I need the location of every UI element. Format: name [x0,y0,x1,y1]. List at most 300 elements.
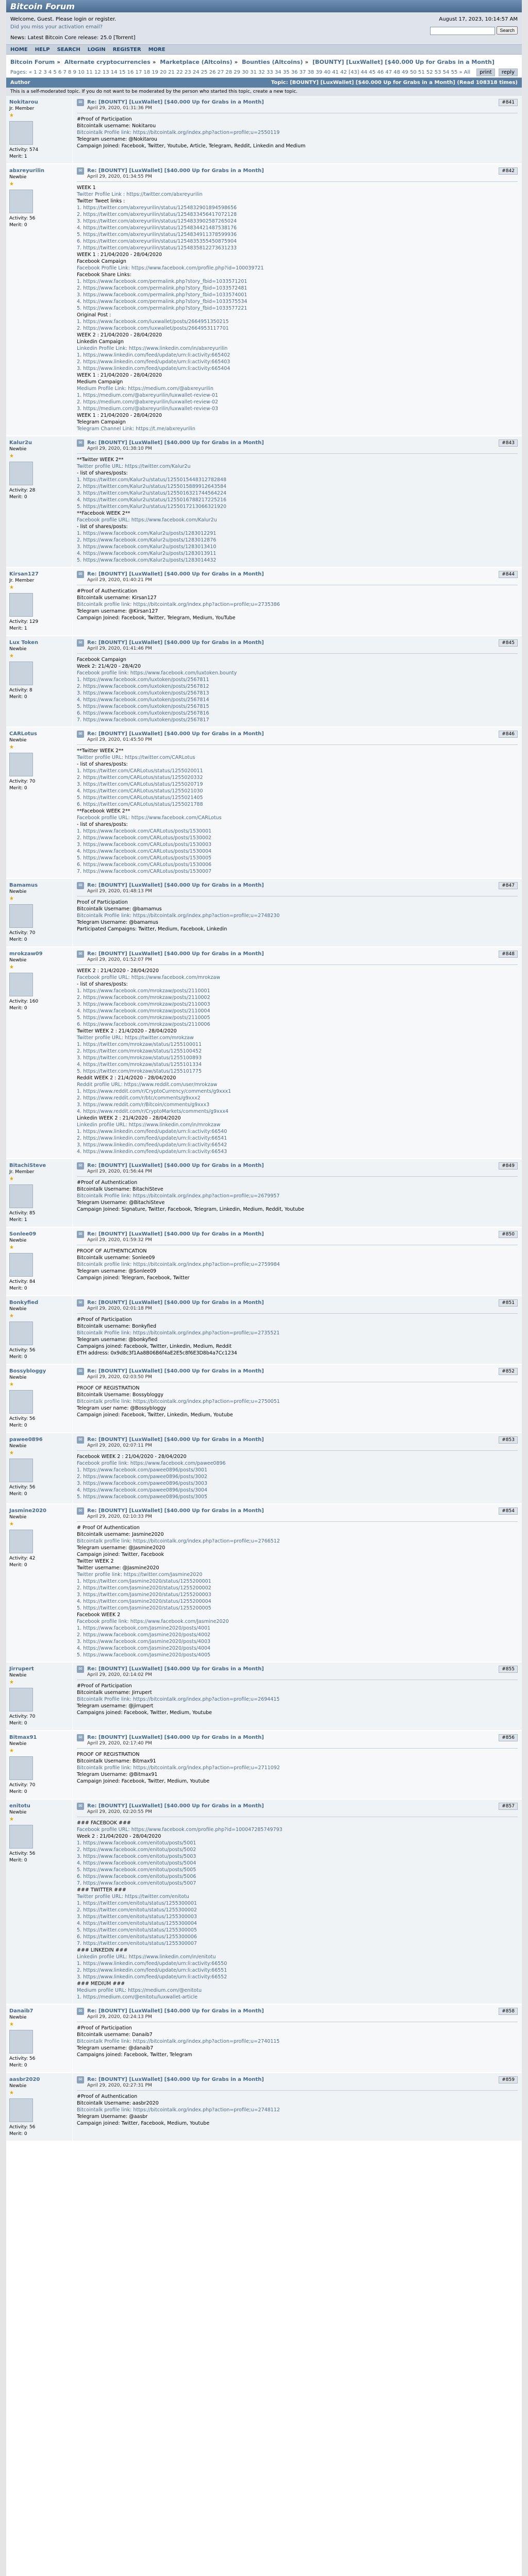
activation-link[interactable]: Did you miss your activation email? [10,24,103,30]
forum-title[interactable]: Bitcoin Forum [10,1,75,11]
post-title[interactable]: Re: [BOUNTY] [LuxWallet] [$40.000 Up for Grabs in a Month] [87,1231,264,1237]
post-link[interactable]: Facebook profile link: https://www.facebook.com/luxtoken.bounty [77,670,237,676]
post-body [73,727,522,878]
post-link[interactable]: Twitter profile URL: https://twitter.com/mrokzaw [77,1035,194,1041]
post-text: Facebook Share Links: [77,272,131,278]
post-link[interactable]: Facebook profile URL: https://www.facebook.com/profile.php?id=100047285749793 [77,1827,283,1833]
post-link[interactable]: 3. https://www.reddit.com/r/Bitcoin/comments/g9xxx3 [77,1102,210,1108]
post-link[interactable]: 2. https://twitter.com/Jasmine2020/status/1255200002 [77,1585,211,1591]
poster-name[interactable]: Bitmax91 [9,1735,37,1740]
post-link[interactable]: 5. https://www.facebook.com/Jasmine2020/posts/4005 [77,1652,211,1658]
poster-name[interactable]: CARLotus [9,731,37,737]
topic-header [6,78,522,88]
poster-rank: Newbie [9,1673,27,1678]
post-title[interactable]: Re: [BOUNTY] [LuxWallet] [$40.000 Up for Grabs in a Month] [87,1666,264,1672]
poster-stars: ★ [9,896,14,902]
post-link[interactable]: Bitcointalk Profile link: https://bitcointalk.org/index.php?action=profile;u=2679957 [77,1193,280,1199]
poster-name[interactable]: BitachiSteve [9,1163,46,1168]
post-link[interactable]: 1. https://twitter.com/mrokzaw/status/1255100011 [77,1042,202,1047]
post-title[interactable]: Re: [BOUNTY] [LuxWallet] [$40.000 Up for Grabs in a Month] [87,883,264,888]
post-link[interactable]: 1. https://www.linkedin.com/feed/update/urn:li:activity:66550 [77,1961,227,1967]
poster-activity: Activity: 85 [9,1211,36,1216]
post-link[interactable]: 3. https://medium.com/@abxreyurilin/luxwallet-review-03 [77,406,218,412]
post-link[interactable]: 2. https://www.linkedin.com/feed/update/urn:li:activity:66541 [77,1136,227,1141]
poster-rank: Jr. Member [9,578,35,583]
post-link[interactable]: 3. https://www.facebook.com/mrokzaw/posts/2110003 [77,1002,210,1007]
post-link[interactable]: 2. https://www.facebook.com/luxtoken/posts/2567812 [77,684,209,689]
post-link[interactable]: 2. https://www.facebook.com/Jasmine2020/posts/4002 [77,1632,211,1638]
post-header [77,1803,518,1817]
avatar [9,1688,33,1711]
post-link[interactable]: 2. https://www.facebook.com/pawee0896/posts/3002 [77,1474,208,1480]
post-link[interactable]: 5. https://twitter.com/Jasmine2020/status/1255200005 [77,1605,211,1611]
post-number[interactable]: #841 [499,99,518,106]
post-link[interactable]: 3. https://www.facebook.com/enitotu/posts/5003 [77,1854,196,1859]
post-body [73,96,522,163]
post-link[interactable]: 4. https://twitter.com/CARLotus/status/1255021030 [77,788,203,794]
post-number[interactable]: #853 [499,1436,518,1444]
crumb-topic[interactable]: [BOUNTY] [LuxWallet] [$40.000 Up for Grabs in a Month] [312,59,494,65]
poster-name[interactable]: enitotu [9,1803,30,1809]
poster-name[interactable]: aasbr2020 [9,2077,40,2082]
poster-name[interactable]: Danaib7 [9,2008,34,2014]
post-link[interactable]: Bitcointalk profile link: https://bitcointalk.org/index.php?action=profile;u=2759984 [77,1262,280,1267]
post-link[interactable]: 6. https://twitter.com/enitotu/status/1255300006 [77,1934,197,1940]
post-link[interactable]: 6. https://www.facebook.com/luxtoken/posts/2567816 [77,710,209,716]
post-link[interactable]: 3. https://www.facebook.com/Kalur2u/posts/1283013410 [77,544,217,550]
post-content [77,1179,518,1213]
post-link[interactable]: Bitcointalk Profile link: https://bitcointalk.org/index.php?action=profile;u=2740115 [77,2039,280,2044]
post-link[interactable]: 1. https://www.facebook.com/pawee0896/posts/3001 [77,1467,208,1473]
poster-activity: Activity: 84 [9,1279,36,1284]
avatar [9,1459,33,1482]
post-title[interactable]: Re: [BOUNTY] [LuxWallet] [$40.000 Up for Grabs in a Month] [87,951,264,957]
post-link[interactable]: Twitter Profile Link : https://twitter.com/abxreyurilin [77,192,203,197]
post-link[interactable]: 7. https://twitter.com/abxreyurilin/status/1254835812273631233 [77,245,237,251]
post-number[interactable]: #859 [499,2076,518,2083]
post-number[interactable]: #843 [499,439,518,447]
menu-home[interactable]: HOME [10,46,28,53]
poster-info [6,1663,73,1730]
post-header [77,1666,518,1680]
post-link[interactable]: 3. https://www.facebook.com/permalink.php?story_fbid=1033574001 [77,292,248,298]
poster-rank: Newbie [9,1238,27,1243]
post-date: April 29, 2020, 01:34:55 PM [87,174,152,179]
post-number[interactable]: #851 [499,1299,518,1307]
poster-activity: Activity: 42 [9,1556,36,1561]
post-text: Bitcointalk Username: Bitmax91 [77,1758,156,1764]
post-text: Campaigns joined: Facebook, Twitter, Medium, Youtube [77,1710,212,1716]
post-link[interactable]: Facebook profile URL: https://www.facebook.com/Kalur2u [77,517,217,523]
post-link[interactable]: 2. https://www.reddit.com/r/btc/comments/g9xxx2 [77,1095,201,1101]
main-menu [6,45,522,55]
print-button[interactable]: print [476,69,495,76]
poster-name[interactable]: Sonlee09 [9,1231,37,1237]
post-link[interactable]: 2. https://www.facebook.com/luxwallet/posts/2664953117701 [77,326,229,331]
post-link[interactable]: 2. https://www.facebook.com/Kalur2u/posts/1283012876 [77,537,217,543]
post-link[interactable]: 5. https://www.facebook.com/pawee0896/posts/3005 [77,1494,208,1500]
post-icon: ✉ [77,1803,84,1810]
crumb-bounties[interactable]: Bounties (Altcoins) [242,59,303,65]
post-link[interactable]: 7. https://www.facebook.com/CARLotus/posts/1530007 [77,869,212,874]
post-link[interactable]: 6. https://www.facebook.com/enitotu/posts/5006 [77,1874,196,1879]
post-body [73,2005,522,2072]
post-number[interactable]: #845 [499,639,518,647]
post-title[interactable]: Re: [BOUNTY] [LuxWallet] [$40.000 Up for Grabs in a Month] [87,571,264,577]
post-link[interactable]: Linkedin profile URL: https://www.linkedin.com/in/enitotu [77,1954,216,1960]
post-text: - list of shares/posts: [77,981,128,987]
post-link[interactable]: 7. https://www.facebook.com/luxtoken/posts/2567817 [77,717,209,723]
post-title[interactable]: Re: [BOUNTY] [LuxWallet] [$40.000 Up for Grabs in a Month] [87,1803,264,1809]
post-content [77,899,518,933]
post-number[interactable]: #854 [499,1507,518,1515]
post-link[interactable]: 4. https://twitter.com/enitotu/status/1255300004 [77,1921,197,1926]
post-link[interactable]: 4. https://www.facebook.com/Jasmine2020/posts/4004 [77,1646,211,1651]
post-link[interactable]: 4. https://www.facebook.com/CARLotus/posts/1530004 [77,849,212,854]
post-link[interactable]: Bitcointalk profile link: https://bitcointalk.org/index.php?action=profile;u=2748112 [77,2107,280,2113]
poster-name[interactable]: Jirrupert [9,1666,34,1672]
post-text: Campaigns joined: Facebook, Twitter, Telegram [77,2052,192,2058]
post-body [73,1228,522,1295]
avatar [9,190,33,213]
poster-name[interactable]: Bossybloggy [9,1368,46,1374]
post-link[interactable]: 2. https://www.linkedin.com/feed/update/urn:li:activity:665403 [77,359,230,365]
post-text: Campaign joined: Twitter, Facebook [77,1552,164,1557]
post-title[interactable]: Re: [BOUNTY] [LuxWallet] [$40.000 Up for Grabs in a Month] [87,2008,264,2014]
post-link[interactable]: 1. https://twitter.com/enitotu/status/1255300001 [77,1901,197,1906]
post-date: April 29, 2020, 02:20:55 PM [87,1809,152,1815]
post-number[interactable]: #858 [499,2008,518,2015]
post-link[interactable]: 3. https://www.facebook.com/Jasmine2020/posts/4003 [77,1639,211,1645]
pagination-top [6,67,522,78]
post-header [77,571,518,585]
post-link[interactable]: 5. https://twitter.com/abxreyurilin/status/1254834911378599936 [77,232,237,238]
poster-merit: Merit: 1 [9,1217,27,1223]
post-link[interactable]: 1. https://www.facebook.com/enitotu/posts/5001 [77,1840,196,1846]
menu-login[interactable]: LOGIN [87,46,106,53]
post-title[interactable]: Re: [BOUNTY] [LuxWallet] [$40.000 Up for Grabs in a Month] [87,640,264,646]
post-link[interactable]: 3. https://www.linkedin.com/feed/update/urn:li:activity:66552 [77,1974,227,1980]
poster-merit: Merit: 0 [9,2063,27,2068]
post-link[interactable]: 2. https://www.linkedin.com/feed/update/urn:li:activity:66551 [77,1968,227,1973]
forum-post [6,568,522,636]
post-title[interactable]: Re: [BOUNTY] [LuxWallet] [$40.000 Up for Grabs in a Month] [87,440,264,446]
crumb-marketplace[interactable]: Marketplace (Altcoins) [160,59,233,65]
poster-stars: ★ [9,1521,14,1527]
post-number[interactable]: #844 [499,571,518,578]
post-header [77,1734,518,1749]
post-text: Twitter WEEK 2 : 21/4/2020 - 28/04/2020 [77,1028,177,1034]
poster-name[interactable]: Lux Token [9,640,39,646]
post-text: Telegram username: @Sonlee09 [77,1268,157,1274]
post-number[interactable]: #855 [499,1666,518,1673]
post-link[interactable]: 1. https://www.facebook.com/permalink.php?story_fbid=1033571201 [77,279,248,284]
post-link[interactable]: Medium Profile Link: https://medium.com/@abxreyurilin [77,386,213,392]
post-text: Bitcointalk username: Jasmine2020 [77,1532,164,1537]
post-link[interactable]: 5. https://twitter.com/CARLotus/status/1255021405 [77,795,203,801]
post-text: ### TWITTER ### [77,1887,126,1893]
poster-info [6,1433,73,1503]
avatar [9,1530,33,1553]
poster-rank: Newbie [9,1741,27,1747]
poster-activity: Activity: 70 [9,930,36,936]
post-link[interactable]: 1. https://medium.com/@abxreyurilin/luxwallet-review-01 [77,393,218,398]
poster-merit: Merit: 0 [9,786,27,791]
avatar [9,662,33,685]
post-title[interactable]: Re: [BOUNTY] [LuxWallet] [$40.000 Up for Grabs in a Month] [87,1368,264,1374]
post-link[interactable]: 1. https://www.facebook.com/mrokzaw/posts/2110001 [77,988,210,994]
post-link[interactable]: 2. https://www.facebook.com/enitotu/posts/5002 [77,1847,196,1853]
post-text: **Facebook WEEK 2** [77,511,130,516]
post-icon: ✉ [77,1734,84,1741]
post-content [77,116,518,149]
post-header [77,1368,518,1382]
post-link[interactable]: 2. https://twitter.com/enitotu/status/1255300002 [77,1907,197,1913]
post-title[interactable]: Re: [BOUNTY] [LuxWallet] [$40.000 Up for Grabs in a Month] [87,1300,264,1306]
post-link[interactable]: 1. https://www.linkedin.com/feed/update/urn:li:activity:665402 [77,352,230,358]
post-text: WEEK 1 : 21/04/2020 - 28/04/2020 [77,372,162,378]
post-link[interactable]: 2. https://twitter.com/Kalur2u/status/1255015889912643584 [77,484,227,489]
page-links[interactable]: Pages: « 1 2 3 4 5 6 7 8 9 10 11 12 13 14 15 16 17 18 19 20 21 22 23 24 25 26 27 28 29 30 31 32 33 34 35 36 37 38 39 40 41 42 [43] 44 45 46 47 48 49 50 51 52 53 54 55 » All [10,70,471,75]
post-number[interactable]: #852 [499,1368,518,1375]
post-content [77,2093,518,2127]
post-link[interactable]: 5. https://www.facebook.com/permalink.php?story_fbid=1033577221 [77,306,248,311]
post-title[interactable]: Re: [BOUNTY] [LuxWallet] [$40.000 Up for Grabs in a Month] [87,1735,264,1740]
post-link[interactable]: Bitcointalk Profile link: https://bitcointalk.org/index.php?action=profile;u=2550119 [77,130,280,135]
poster-name[interactable]: Nokitarou [9,99,38,105]
avatar [9,1253,33,1277]
poster-name[interactable]: pawee0896 [9,1437,43,1443]
post-link[interactable]: 1. https://twitter.com/Jasmine2020/status/1255200001 [77,1579,211,1584]
post-link[interactable]: 4. https://www.facebook.com/Kalur2u/posts/1283013911 [77,551,217,556]
post-link[interactable]: 2. https://twitter.com/mrokzaw/status/1255100452 [77,1048,202,1054]
post-number[interactable]: #847 [499,882,518,889]
post-number[interactable]: #842 [499,167,518,175]
post-text: Twitter WEEK 2 [77,1558,114,1564]
crumb-altcoins[interactable]: Alternate cryptocurrencies [64,59,151,65]
post-title[interactable]: Re: [BOUNTY] [LuxWallet] [$40.000 Up for Grabs in a Month] [87,1163,264,1168]
avatar [9,904,33,928]
post-header [77,167,518,182]
poster-name[interactable]: Jasmine2020 [9,1508,47,1514]
post-link[interactable]: 1. https://www.facebook.com/Kalur2u/posts/1283012291 [77,531,217,536]
post-text: Campaign Joined: Signature, Twitter, Facebook, Telegram, Linkedin, Medium, Reddit, Youtube [77,1207,304,1212]
post-link[interactable]: 5. https://www.facebook.com/enitotu/posts/5005 [77,1867,196,1873]
post-link[interactable]: 5. https://www.facebook.com/luxtoken/posts/2567815 [77,704,209,709]
post-content [77,1453,518,1500]
post-link[interactable]: 4. https://twitter.com/Jasmine2020/status/1255200004 [77,1599,211,1604]
post-link[interactable]: Bitcointalk profile link: https://bitcointalk.org/index.php?action=profile;u=2750051 [77,1399,280,1404]
post-link[interactable]: 2. https://medium.com/@abxreyurilin/luxwallet-review-02 [77,399,218,405]
poster-name[interactable]: Bamamus [9,883,38,888]
post-link[interactable]: 4. https://www.facebook.com/enitotu/posts/5004 [77,1860,196,1866]
post-link[interactable]: 6. https://twitter.com/CARLotus/status/1255021788 [77,802,203,807]
post-link[interactable]: Bitcointalk Profile link: https://bitcointalk.org/index.php?action=profile;u=2748230 [77,913,280,919]
poster-info [6,1731,73,1799]
post-link[interactable]: Twitter profile link: https://twitter.com/Jasmine2020 [77,1572,203,1578]
post-link[interactable]: 1. https://www.facebook.com/Jasmine2020/posts/4001 [77,1625,211,1631]
post-link[interactable]: Reddit profile URL: https://www.reddit.com/user/mrokzaw [77,1082,218,1088]
forum-post [6,1504,522,1663]
post-link[interactable]: Bitcointalk profile link: https://bitcointalk.org/index.php?action=profile;u=2766512 [77,1538,280,1544]
avatar [9,593,33,617]
post-link[interactable]: 5. https://www.facebook.com/mrokzaw/posts/2110005 [77,1015,210,1021]
post-number[interactable]: #849 [499,1162,518,1170]
post-link[interactable]: 3. https://twitter.com/Kalur2u/status/1255016321744564224 [77,490,227,496]
post-link[interactable]: 4. https://www.facebook.com/permalink.php?story_fbid=1033575534 [77,299,248,304]
post-link[interactable]: 7. https://twitter.com/enitotu/status/1255300007 [77,1941,197,1946]
post-text: Bitcointalk username: Bonkyfied [77,1324,156,1329]
crumb-forum[interactable]: Bitcoin Forum [10,59,55,65]
post-link[interactable]: 4. https://www.reddit.com/r/CryptoMarkets/comments/g9xxx4 [77,1109,228,1114]
post-link[interactable]: Bitcointalk Profile link: https://bitcointalk.org/index.php?action=profile;u=2694415 [77,1697,280,1702]
poster-name[interactable]: abxreyurilin [9,168,45,174]
post-link[interactable]: 2. https://www.facebook.com/permalink.php?story_fbid=1033572481 [77,285,248,291]
post-link[interactable]: 2. https://twitter.com/CARLotus/status/1255020332 [77,775,203,781]
post-date: April 29, 2020, 02:01:18 PM [87,1306,152,1311]
forum-post [6,879,522,947]
post-link[interactable]: 3. https://twitter.com/enitotu/status/1255300003 [77,1914,197,1920]
post-link[interactable]: 1. https://twitter.com/abxreyurilin/status/1254832901894598656 [77,205,237,211]
poster-merit: Merit: 0 [9,1858,27,1863]
post-link[interactable]: 3. https://www.linkedin.com/feed/update/urn:li:activity:66542 [77,1142,227,1148]
post-link[interactable]: 6. https://www.facebook.com/mrokzaw/posts/2110006 [77,1022,210,1027]
post-link[interactable]: 3. https://twitter.com/mrokzaw/status/1255100893 [77,1055,202,1061]
post-link[interactable]: 1. https://medium.com/@enitotu/luxwallet-article [77,1994,198,2000]
post-link[interactable]: 5. https://twitter.com/mrokzaw/status/1255101775 [77,1069,202,1074]
post-link[interactable]: 5. https://twitter.com/Kalur2u/status/1255017213066321920 [77,504,227,510]
post-date: April 29, 2020, 02:27:31 PM [87,2083,152,2088]
poster-merit: Merit: 0 [9,1354,27,1360]
post-link[interactable]: 1. https://www.linkedin.com/feed/update/urn:li:activity:66540 [77,1129,227,1134]
post-link[interactable]: 1. https://www.facebook.com/CARLotus/posts/1530001 [77,828,212,834]
post-title[interactable]: Re: [BOUNTY] [LuxWallet] [$40.000 Up for Grabs in a Month] [87,2077,264,2082]
search-button[interactable]: Search [497,26,518,35]
poster-stars: ★ [9,1748,14,1754]
post-link[interactable]: 7. https://www.facebook.com/enitotu/posts/5007 [77,1880,196,1886]
post-body [73,879,522,946]
post-text: #Proof of Participation [77,2025,132,2031]
post-link[interactable]: 1. https://www.facebook.com/luxtoken/posts/2567811 [77,677,209,683]
poster-name[interactable]: Kirsan127 [9,571,39,577]
post-link[interactable]: Medium profile URL: https://medium.com/@enitotu [77,1988,202,1993]
post-link[interactable]: 3. https://twitter.com/abxreyurilin/status/1254833902587265024 [77,218,237,224]
post-link[interactable]: Facebook profile link: https://www.facebook.com/Jasmine2020 [77,1619,229,1624]
post-link[interactable]: 1. https://twitter.com/CARLotus/status/1255020011 [77,768,203,774]
poster-info [6,727,73,878]
search-input[interactable] [430,27,495,35]
post-link[interactable]: 4. https://www.facebook.com/luxtoken/posts/2567814 [77,697,209,703]
poster-name[interactable]: Kalur2u [9,440,32,446]
post-link[interactable]: Facebook profile URL: https://www.facebook.com/CARLotus [77,815,222,821]
avatar [9,2098,33,2122]
post-icon: ✉ [77,731,84,738]
post-link[interactable]: 3. https://twitter.com/Jasmine2020/status/1255200003 [77,1592,211,1598]
post-link[interactable]: Bitcointalk profile link: https://bitcointalk.org/index.php?action=profile;u=2735386 [77,602,280,607]
breadcrumb: Bitcoin Forum » Alternate cryptocurrencies » Marketplace (Altcoins) » Bounties (Altcoins) » [BOUNTY] [LuxWallet] [$40.000 Up for Grabs in a Month] [10,59,494,65]
post-link[interactable]: 3. https://www.facebook.com/luxtoken/posts/2567813 [77,690,209,696]
post-link[interactable]: Bitcointalk Profile link: https://bitcointalk.org/index.php?action=profile;u=2735521 [77,1330,280,1336]
post-date: April 29, 2020, 02:10:33 PM [87,1514,152,1519]
menu-more[interactable]: MORE [148,46,166,53]
post-title[interactable]: Re: [BOUNTY] [LuxWallet] [$40.000 Up for Grabs in a Month] [87,731,264,737]
post-link[interactable]: 6. https://www.facebook.com/CARLotus/posts/1530006 [77,862,212,868]
post-link[interactable]: Twitter profile URL: https://twitter.com/enitotu [77,1894,189,1900]
post-link[interactable]: 4. https://twitter.com/Kalur2u/status/1255016788217225216 [77,497,227,503]
post-link[interactable]: 5. https://twitter.com/enitotu/status/1255300005 [77,1927,197,1933]
post-link[interactable]: 2. https://www.facebook.com/mrokzaw/posts/2110002 [77,995,210,1001]
topic-title: Topic: [BOUNTY] [LuxWallet] [$40.000 Up for Grabs in a Month] (Read 108318 times) [271,80,518,86]
post-title[interactable]: Re: [BOUNTY] [LuxWallet] [$40.000 Up for Grabs in a Month] [87,168,264,174]
forum-post [6,436,522,568]
post-number[interactable]: #848 [499,951,518,958]
post-link[interactable]: Twitter profile URL: https://twitter.com/CARLotus [77,755,195,760]
poster-name[interactable]: mrokzaw09 [9,951,43,957]
post-number[interactable]: #846 [499,731,518,738]
post-number[interactable]: #850 [499,1231,518,1238]
post-link[interactable]: 3. https://www.facebook.com/CARLotus/posts/1530003 [77,842,212,848]
post-link[interactable]: Linkedin Profile Link: https://www.linkedin.com/in/abxreyurilin [77,346,228,351]
post-link[interactable]: Linkedin profile URL: https://www.linkedin.com/in/mrokzaw [77,1122,221,1128]
poster-stars: ★ [9,2022,14,2027]
menu-search[interactable]: SEARCH [57,46,80,53]
poster-stars: ★ [9,2090,14,2096]
post-link[interactable]: 1. https://www.reddit.com/r/CryptoCurrency/comments/g9xxx1 [77,1089,232,1094]
post-link[interactable]: Facebook Profile Link: https://www.facebook.com/profile.php?id=100039721 [77,265,264,271]
post-link[interactable]: 3. https://www.facebook.com/pawee0896/posts/3003 [77,1481,208,1486]
post-title[interactable]: Re: [BOUNTY] [LuxWallet] [$40.000 Up for Grabs in a Month] [87,99,264,105]
post-body [73,1365,522,1432]
menu-register[interactable]: REGISTER [112,46,141,53]
post-link[interactable]: 2. https://www.facebook.com/CARLotus/posts/1530002 [77,835,212,841]
post-text: #Proof of Participation [77,1317,132,1323]
post-link[interactable]: Facebook profile URL: https://www.facebook.com/mrokzaw [77,975,221,980]
post-link[interactable]: Bitcointalk profile link: https://bitcointalk.org/index.php?action=profile;u=2711092 [77,1765,280,1771]
post-link[interactable]: 4. https://twitter.com/mrokzaw/status/1255101334 [77,1062,202,1067]
post-link[interactable]: 4. https://twitter.com/abxreyurilin/status/1254834421487538176 [77,225,237,231]
post-content [77,184,518,432]
post-number[interactable]: #857 [499,1803,518,1810]
post-text: - list of shares/posts: [77,822,128,827]
post-link[interactable]: 4. https://www.facebook.com/pawee0896/posts/3004 [77,1487,208,1493]
poster-rank: Newbie [9,889,27,894]
post-icon: ✉ [77,951,84,958]
poster-merit: Merit: 0 [9,1286,27,1291]
post-body [73,1433,522,1503]
post-link[interactable]: 3. https://www.linkedin.com/feed/update/urn:li:activity:665404 [77,366,230,371]
poster-name[interactable]: Bonkyfied [9,1300,39,1306]
post-link[interactable]: 1. https://twitter.com/Kalur2u/status/1255015448312782848 [77,477,227,483]
post-title[interactable]: Re: [BOUNTY] [LuxWallet] [$40.000 Up for Grabs in a Month] [87,1437,264,1443]
post-link[interactable]: 6. https://twitter.com/abxreyurilin/status/1254835355450875904 [77,239,237,244]
post-link[interactable]: 4. https://www.linkedin.com/feed/update/urn:li:activity:66543 [77,1149,227,1155]
post-link[interactable]: 3. https://twitter.com/CARLotus/status/1255020719 [77,782,203,787]
post-link[interactable]: 1. https://www.facebook.com/luxwallet/posts/2664951350215 [77,319,229,325]
post-link[interactable]: Twitter profile URL: https://twitter.com/Kalur2u [77,464,191,469]
post-number[interactable]: #856 [499,1734,518,1741]
post-title[interactable]: Re: [BOUNTY] [LuxWallet] [$40.000 Up for Grabs in a Month] [87,1508,264,1514]
post-link[interactable]: 2. https://twitter.com/abxreyurilin/status/1254833456417072128 [77,212,237,217]
post-text: Telegram username: @jirrupert [77,1703,154,1709]
post-link[interactable]: Facebook profile link: https://www.facebook.com/pawee0896 [77,1461,226,1466]
reply-button[interactable]: reply [499,69,518,76]
post-date: April 29, 2020, 02:07:11 PM [87,1443,152,1448]
post-link[interactable]: Telegram Channel Link: https://t.me/abxreyurilin [77,426,195,432]
menu-help[interactable]: HELP [35,46,50,53]
post-link[interactable]: 4. https://www.facebook.com/mrokzaw/posts/2110004 [77,1008,210,1014]
post-link[interactable]: 5. https://www.facebook.com/CARLotus/posts/1530005 [77,855,212,861]
post-link[interactable]: 5. https://www.facebook.com/Kalur2u/posts/1283014432 [77,557,217,563]
